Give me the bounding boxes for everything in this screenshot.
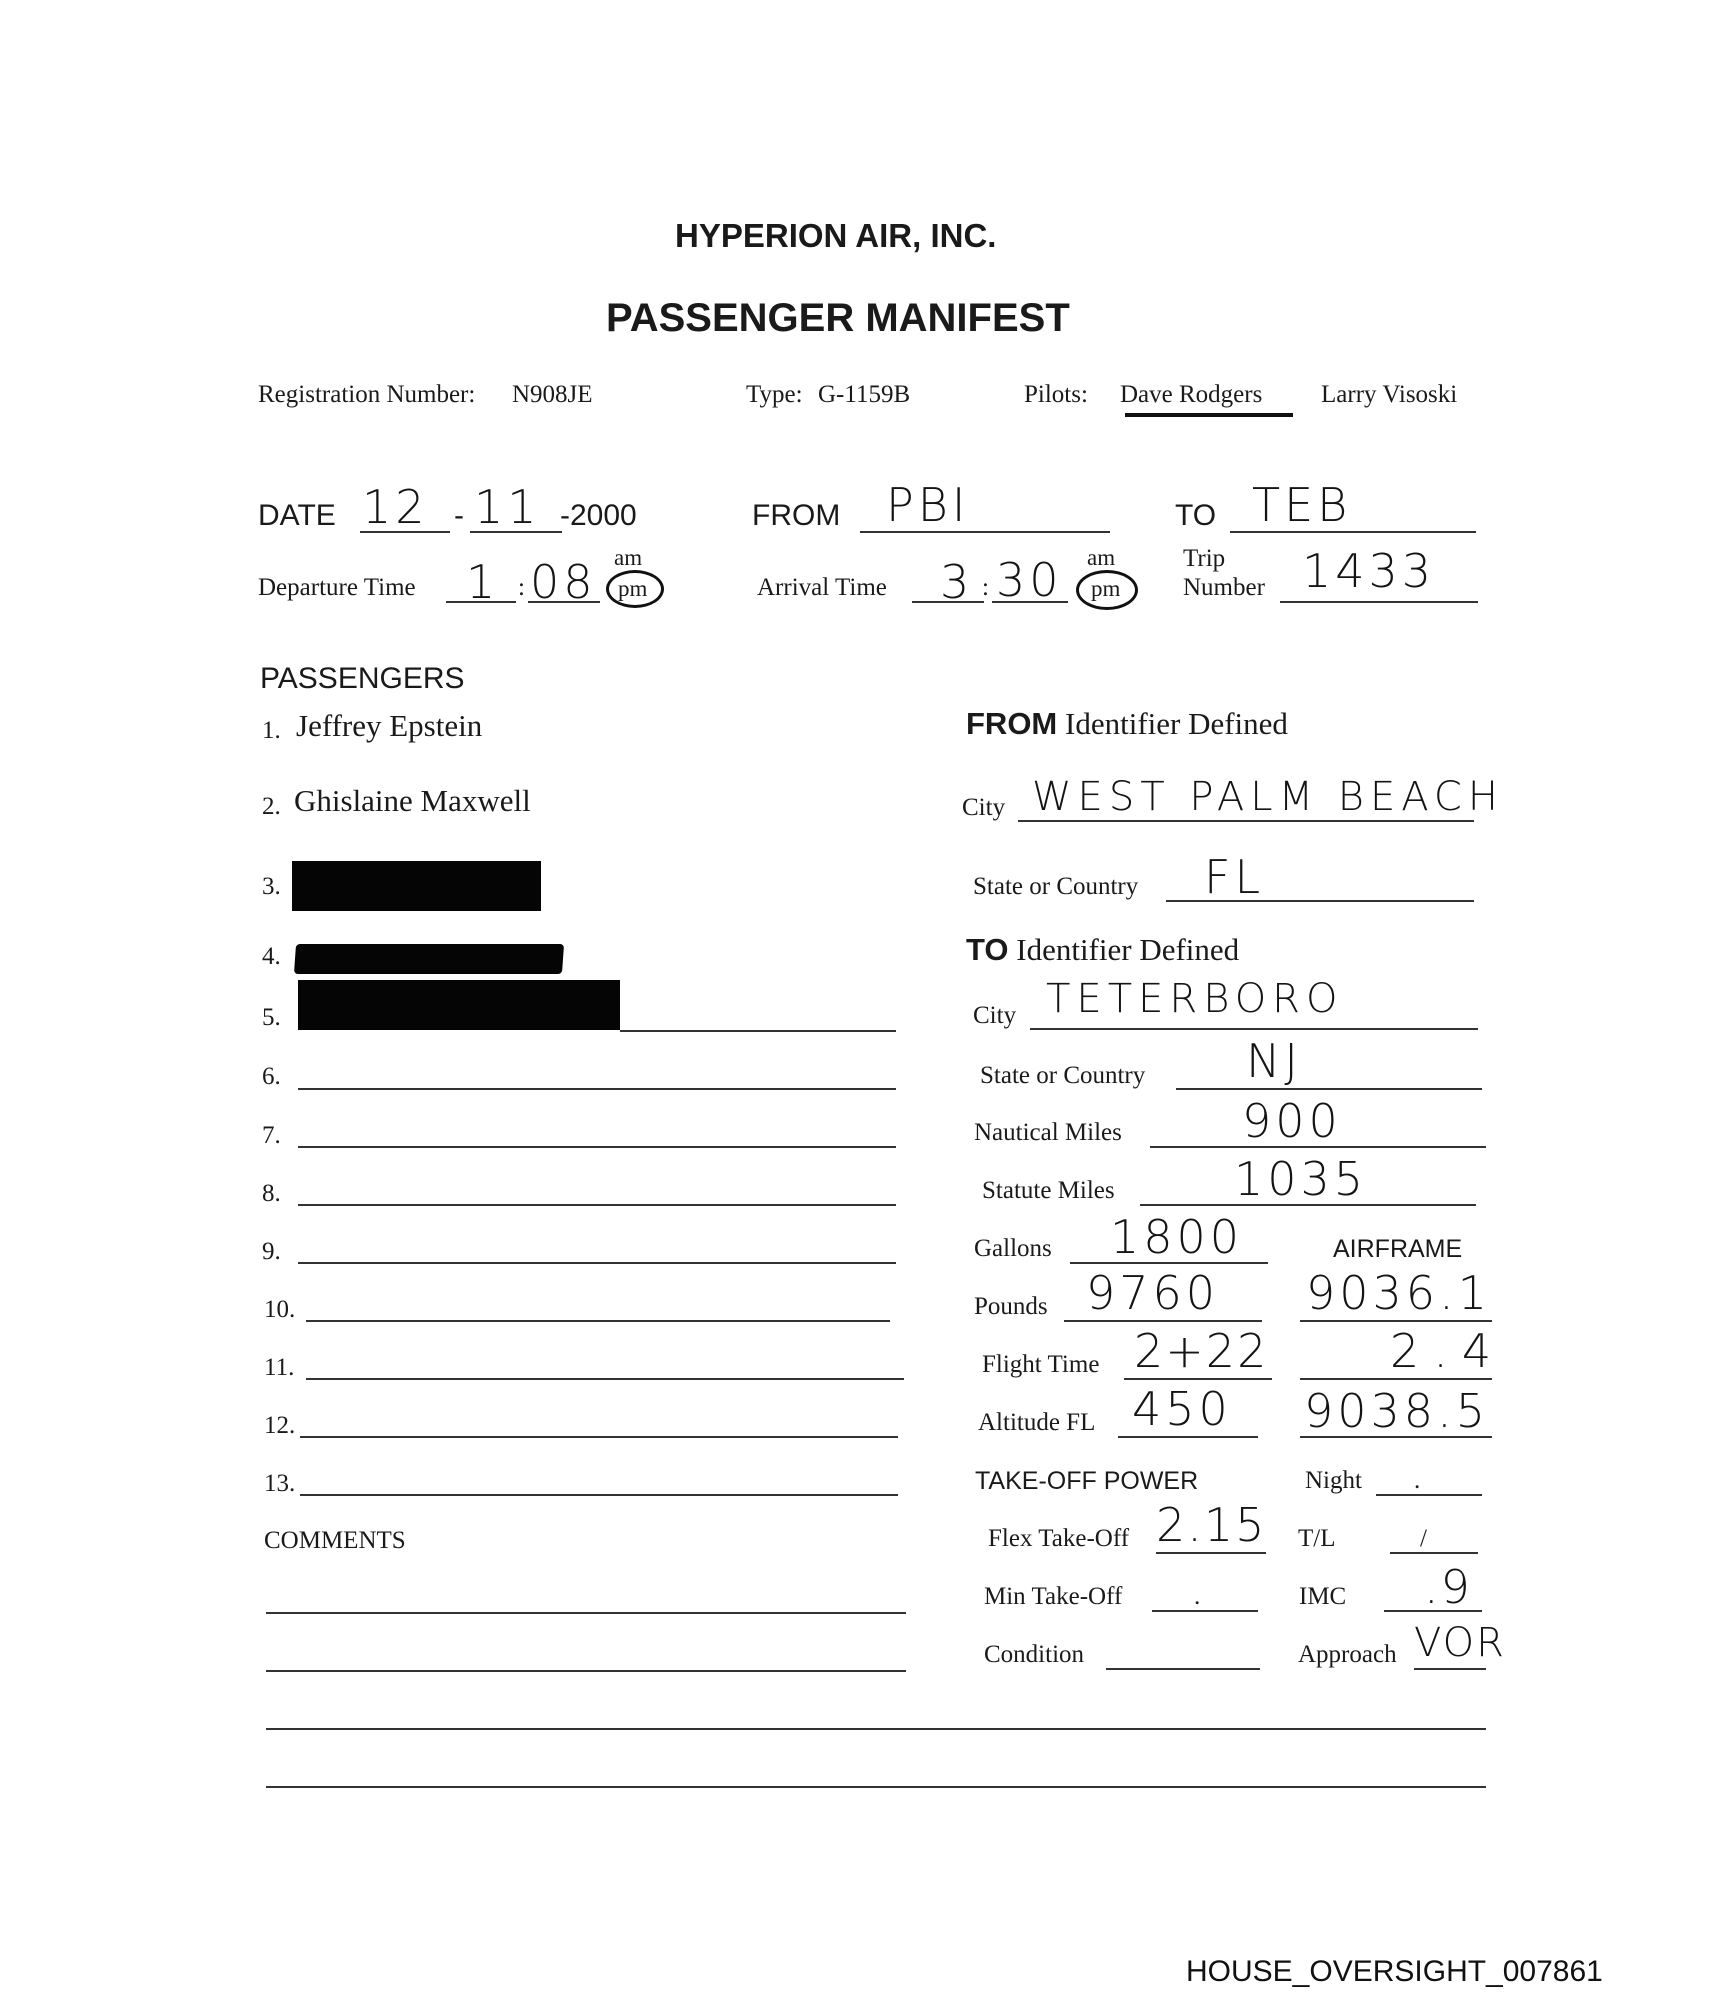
- flight-time-value: 2+22: [1134, 1324, 1269, 1378]
- gallons-value: 1800: [1110, 1210, 1244, 1264]
- to-state-label: State or Country: [980, 1062, 1146, 1089]
- approach-label: Approach: [1298, 1641, 1397, 1668]
- to-city-label: City: [973, 1002, 1017, 1029]
- type-label: Type:: [746, 381, 803, 408]
- passenger-number: 10.: [264, 1296, 296, 1323]
- condition-line: [1106, 1668, 1260, 1670]
- registration-label: Registration Number:: [258, 381, 476, 408]
- passenger-line: [298, 1204, 896, 1206]
- departure-am: am: [614, 545, 643, 570]
- company-name: HYPERION AIR, INC.: [675, 217, 997, 254]
- night-label: Night: [1305, 1467, 1362, 1494]
- to-value: TEB: [1252, 478, 1352, 532]
- altitude-value: 450: [1132, 1382, 1232, 1436]
- passenger-number: 5.: [262, 1004, 281, 1031]
- passenger-line: [306, 1320, 890, 1322]
- comment-line: [266, 1670, 906, 1672]
- arrival-pm-circle: [1076, 570, 1138, 610]
- comment-line: [266, 1612, 906, 1614]
- passenger-number: 7.: [262, 1122, 281, 1149]
- registration-value: N908JE: [512, 381, 593, 408]
- from-identifier-rest: Identifier Defined: [1065, 706, 1288, 741]
- arrival-am: am: [1087, 545, 1116, 570]
- from-state-line: [1166, 900, 1474, 902]
- approach-value: VOR: [1414, 1620, 1506, 1666]
- airframe-value-1: 9036.1: [1306, 1266, 1491, 1320]
- pilot-1-underline: [1125, 413, 1293, 417]
- passenger-number: 9.: [262, 1238, 281, 1265]
- passenger-name: Jeffrey Epstein: [296, 708, 483, 743]
- departure-hour: 1: [466, 555, 500, 609]
- arrival-min-line: [992, 601, 1068, 603]
- airframe-line-1: [1300, 1320, 1492, 1322]
- from-city-value: WEST PALM BEACH: [1032, 774, 1504, 820]
- from-value: PBI: [886, 478, 970, 532]
- airframe-label: AIRFRAME: [1333, 1235, 1463, 1263]
- from-label: FROM: [752, 499, 841, 532]
- pounds-line: [1064, 1320, 1262, 1322]
- flight-time-label: Flight Time: [982, 1351, 1100, 1378]
- redaction-bar: [298, 980, 620, 1030]
- passenger-number: 13.: [264, 1470, 296, 1497]
- from-city-label: City: [962, 794, 1006, 821]
- pilot-1: Dave Rodgers: [1120, 381, 1263, 408]
- flight-time-line: [1124, 1378, 1272, 1380]
- from-city-line: [1018, 820, 1474, 822]
- altitude-label: Altitude FL: [978, 1409, 1096, 1436]
- passenger-number: 4.: [262, 943, 281, 970]
- departure-hour-line: [446, 601, 516, 603]
- pilot-2: Larry Visoski: [1321, 381, 1458, 408]
- arrival-minutes: 30: [996, 553, 1063, 607]
- tl-line: [1390, 1552, 1478, 1554]
- redaction-bar: [294, 944, 564, 974]
- passenger-line: [620, 1030, 896, 1032]
- passenger-number: 1.: [262, 717, 281, 744]
- comments-heading: COMMENTS: [264, 1527, 406, 1554]
- statute-miles-value: 1035: [1234, 1152, 1368, 1206]
- airframe-value-2: 2.4: [1390, 1324, 1506, 1378]
- flex-takeoff-label: Flex Take-Off: [988, 1525, 1130, 1552]
- nautical-miles-value: 900: [1242, 1094, 1342, 1148]
- takeoff-power-label: TAKE-OFF POWER: [975, 1467, 1199, 1495]
- min-takeoff-label: Min Take-Off: [984, 1583, 1123, 1610]
- departure-pm-circle: [606, 570, 664, 608]
- night-value: .: [1414, 1467, 1421, 1494]
- type-value: G-1159B: [818, 381, 911, 408]
- trip-label-1: Trip: [1183, 545, 1226, 572]
- passenger-line: [306, 1378, 904, 1380]
- imc-label: IMC: [1299, 1583, 1347, 1610]
- statute-miles-label: Statute Miles: [982, 1177, 1115, 1204]
- passenger-line: [300, 1436, 898, 1438]
- from-state-label: State or Country: [973, 873, 1139, 900]
- to-identifier-bold: TO: [966, 932, 1009, 967]
- date-label: DATE: [258, 499, 336, 532]
- departure-minutes: 08: [530, 555, 597, 609]
- to-identifier-heading: [966, 932, 1239, 968]
- to-city-value: TETERBORO: [1046, 976, 1344, 1022]
- departure-colon: :: [518, 574, 525, 601]
- passenger-number: 11.: [264, 1354, 295, 1381]
- pounds-value: 9760: [1086, 1266, 1220, 1320]
- tl-value: /: [1420, 1525, 1427, 1552]
- to-line: [1230, 531, 1476, 533]
- form-title: PASSENGER MANIFEST: [606, 296, 1070, 340]
- to-state-value: NJ: [1246, 1034, 1302, 1088]
- gallons-label: Gallons: [974, 1235, 1052, 1262]
- passengers-heading: PASSENGERS: [260, 662, 465, 695]
- to-identifier-rest: Identifier Defined: [1016, 932, 1240, 967]
- passenger-number: 6.: [262, 1063, 281, 1090]
- from-state-value: FL: [1204, 850, 1265, 904]
- gallons-line: [1070, 1262, 1268, 1264]
- departure-min-line: [528, 601, 600, 603]
- passenger-line: [298, 1088, 896, 1090]
- arrival-colon: :: [982, 574, 989, 601]
- from-identifier-bold: FROM: [966, 706, 1058, 741]
- approach-line: [1414, 1668, 1486, 1670]
- tl-label: T/L: [1298, 1525, 1336, 1552]
- arrival-hour: 3: [940, 555, 974, 609]
- passenger-name: Ghislaine Maxwell: [294, 783, 531, 818]
- pounds-label: Pounds: [974, 1293, 1048, 1320]
- passenger-line: [298, 1262, 896, 1264]
- comment-line: [266, 1728, 1486, 1730]
- trip-label-2: Number: [1183, 574, 1265, 601]
- to-state-line: [1176, 1088, 1482, 1090]
- pilots-label: Pilots:: [1024, 381, 1088, 408]
- trip-number: 1433: [1302, 544, 1436, 598]
- airframe-line-3: [1300, 1436, 1492, 1438]
- arrival-hour-line: [912, 601, 984, 603]
- comment-line: [266, 1786, 1486, 1788]
- passenger-line: [300, 1494, 898, 1496]
- night-line: [1376, 1494, 1482, 1496]
- passenger-line: [298, 1146, 896, 1148]
- nautical-line: [1150, 1146, 1486, 1148]
- passenger-number: 8.: [262, 1180, 281, 1207]
- to-city-line: [1030, 1028, 1478, 1030]
- date-month: 12: [362, 480, 429, 534]
- from-line: [860, 531, 1110, 533]
- min-takeoff-line: [1152, 1610, 1258, 1612]
- imc-line: [1384, 1610, 1482, 1612]
- condition-label: Condition: [984, 1641, 1085, 1668]
- passenger-number: 12.: [264, 1412, 296, 1439]
- airframe-value-3: 9038.5: [1304, 1384, 1489, 1438]
- flex-takeoff-line: [1156, 1552, 1266, 1554]
- imc-value: .9: [1424, 1560, 1472, 1614]
- statute-line: [1140, 1204, 1476, 1206]
- arrival-pm: pm: [1091, 576, 1121, 601]
- airframe-line-2: [1300, 1378, 1492, 1380]
- redaction-bar: [292, 861, 541, 911]
- trip-line: [1280, 601, 1478, 603]
- date-month-line: [360, 531, 450, 533]
- bates-number: HOUSE_OVERSIGHT_007861: [1186, 1955, 1603, 1988]
- departure-pm: pm: [618, 576, 648, 601]
- date-separator: -: [454, 499, 464, 532]
- altitude-line: [1118, 1436, 1258, 1438]
- date-day-line: [470, 531, 562, 533]
- passenger-number: 2.: [262, 793, 281, 820]
- passenger-number: 3.: [262, 873, 281, 900]
- arrival-label: Arrival Time: [757, 574, 887, 601]
- nautical-miles-label: Nautical Miles: [974, 1119, 1122, 1146]
- from-identifier-heading: [966, 706, 1288, 742]
- to-label: TO: [1175, 499, 1217, 532]
- date-year: -2000: [560, 499, 637, 532]
- date-day: 11: [474, 480, 541, 534]
- departure-label: Departure Time: [258, 574, 416, 601]
- min-takeoff-value: .: [1194, 1583, 1201, 1610]
- flex-takeoff-value: 2.15: [1156, 1498, 1267, 1552]
